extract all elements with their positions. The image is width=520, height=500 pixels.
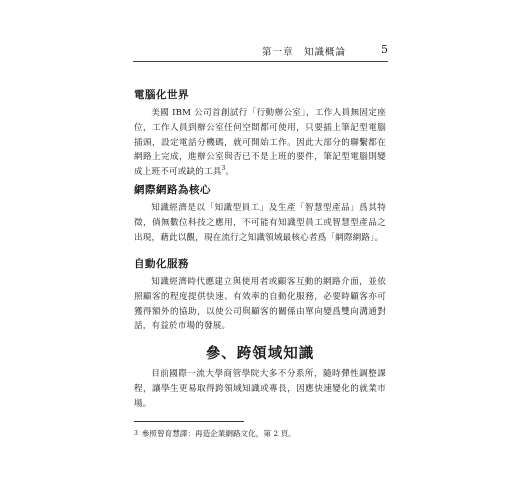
footnote-rule [134,421,244,422]
paragraph-computerized-world [134,106,386,180]
footnote-mark: 3 [134,430,138,437]
footnote [134,428,386,440]
page-number: 5 [381,43,388,56]
header-rule [133,61,388,62]
footnote-reference: 3 [221,165,226,173]
footnote-text: 參照曾育慧譯：再造企業網路文化，第 2 頁。 [141,429,296,438]
section-heading-internet-core: 網際網路為核心 [134,184,211,196]
paragraph-cross-domain: 目前國際一流大學商管學院大多不分系所，隨時彈性調整課程，讓學生更易取得跨領域知識或專長，因應快速變化的就業市場。 [134,369,386,409]
major-section-heading: 參、跨領域知識 [205,346,315,362]
chapter-title: 第一章 知識概論 [261,47,346,58]
paragraph-automated-service: 知識經濟時代應建立與使用者或顧客互動的網路介面，並依照顧客的程度提供快速、有效率的自動化服務，必要時顧客亦可獲得額外的協助，以使公司與顧客的關係由單向變爲雙向溝通對話，有益於市場的發展。 [134,277,386,332]
paragraph-body: 美國 IBM 公司首創試行「行動辦公室」，工作人員無固定座位，工作人員到辦公室任何空間都可使用，只要插上筆記型電腦插頭，設定電話分機碼，就可開始工作。因此大部分的聯繫都在網路上完成，進辦公室與否已不是上班的要件，筆記型電腦則變成上班不可或缺的工具 [134,108,386,178]
paragraph-end: 。 [225,167,235,178]
section-heading-computerized-world: 電腦化世界 [134,89,189,101]
running-header [133,43,388,61]
section-heading-automated-service: 自動化服務 [134,258,189,270]
paragraph-internet-core: 知識經濟是以「知識型員工」及生產「智慧型產品」爲其特徵，倘無數位科技之應用，不可能有知識型員工或智慧型產品之出現，藉此以觀，現在流行之知識領域最核心者爲「網際網路」。 [134,203,386,243]
